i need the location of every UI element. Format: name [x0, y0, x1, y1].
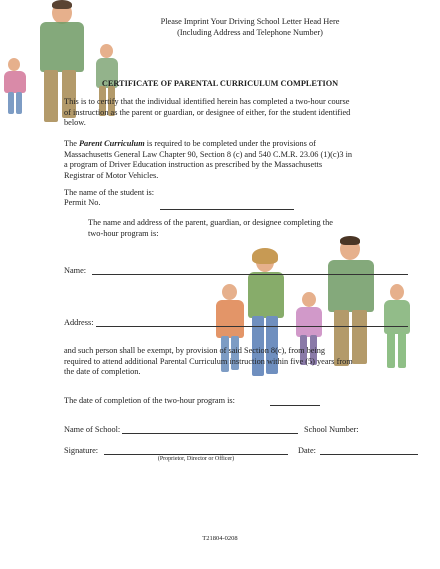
- requirement-line-2: Massachusetts General Law Chapter 90, Section 8 (c) and 540 C.M.R. 23.06 (1)(c)3 in: [64, 149, 353, 159]
- school-name-field[interactable]: [122, 433, 298, 434]
- completion-date-field[interactable]: [270, 405, 320, 406]
- exemption-line-1: and such person shall be exempt, by provision of said Section 8(c), from being: [64, 346, 326, 355]
- student-name-label: The name of the student is:: [64, 188, 155, 197]
- permit-number-field[interactable]: [160, 209, 294, 210]
- signature-caption: (Proprietor, Director or Officer): [157, 456, 235, 462]
- requirement-line-1-rest: is required to be completed under the provisions of: [146, 139, 316, 148]
- certificate-title: CERTIFICATE OF PARENTAL CURRICULUM COMPLETION: [101, 79, 339, 88]
- certification-line-3: below.: [64, 118, 86, 127]
- requirement-line-4: Registrar of Motor Vehicles.: [64, 170, 159, 180]
- exemption-line-2: required to attend additional Parental Curriculum instruction within five (5) years from: [64, 356, 353, 366]
- requirement-line-1: [64, 139, 404, 150]
- parent-intro: [88, 218, 388, 239]
- school-number-label: School Number:: [304, 425, 359, 434]
- exemption-line-3: the date of completion.: [64, 367, 141, 376]
- certification-paragraph: [64, 97, 404, 129]
- signature-label: Signature:: [64, 446, 99, 455]
- requirement-lead: The: [64, 139, 77, 148]
- school-name-label: Name of School:: [64, 425, 121, 434]
- parent-intro-line-2: two-hour program is:: [88, 228, 159, 238]
- form-code: T21804-0208: [202, 535, 238, 542]
- requirement-paragraph: [64, 139, 404, 181]
- certification-line-1: This is to certify that the individual identified herein has completed a two-hour course: [64, 97, 350, 106]
- date-label: Date:: [298, 446, 316, 455]
- parent-curriculum-emphasis: Parent Curriculum: [78, 139, 145, 148]
- parent-name-field[interactable]: [92, 274, 408, 275]
- parent-intro-line-1: The name and address of the parent, guardian, or designee completing the: [88, 218, 333, 227]
- letterhead-placeholder: [100, 17, 400, 38]
- address-label: Address:: [64, 318, 94, 327]
- completion-date-label: The date of completion of the two-hour program is:: [64, 396, 235, 405]
- exemption-paragraph: [64, 346, 404, 378]
- name-label: Name:: [64, 266, 87, 275]
- certification-line-2: of instruction as the parent or guardian, or designee of either, for the student identified: [64, 107, 351, 117]
- parent-address-field[interactable]: [96, 326, 408, 327]
- permit-number-label: Permit No.: [64, 198, 101, 207]
- requirement-line-3: a program of Driver Education instruction as prescribed by the Massachusetts: [64, 160, 323, 169]
- imprint-line-2: (Including Address and Telephone Number): [177, 27, 323, 37]
- imprint-line-1: Please Imprint Your Driving School Letter Head Here: [160, 17, 340, 26]
- signature-date-field[interactable]: [320, 454, 418, 455]
